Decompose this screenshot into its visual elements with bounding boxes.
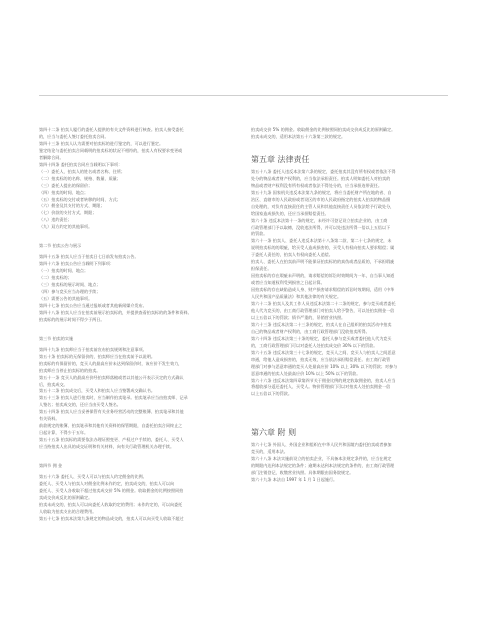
article-line: 卖成交价成反比的原则确定。 [39, 494, 93, 500]
article-line: 拍卖未成交的，拍卖人可以向委托人收取约定的费用；未作约定的，可以向委托 [39, 501, 183, 507]
article-line: （七）价款的支付方式、期限； [39, 210, 97, 216]
section-heading: 第二节 拍卖公告与展示 [39, 243, 82, 249]
article-line: （一）委托人、拍卖人的姓名或者名称、住所； [39, 168, 125, 174]
article-line: 以上五倍以下的罚款。 [251, 391, 292, 397]
article-line: 委托人、买受人与拍卖人对佣金比例未作约定，拍卖成交的，拍卖人可以向 [39, 480, 175, 486]
article-line: 人收取为拍卖支出的合理费用。 [39, 508, 97, 514]
article-line: 说明拍卖标的的瑕疵，给买受人造成损害的，买受人有权向拍卖人要求赔偿；属 [251, 245, 395, 251]
article-line: 委托人、买受人各收取不超过拍卖成交价 5% 的佣金。收取佣金的比例按照同拍 [39, 487, 184, 493]
article-line: 竞买的，适用本法。 [251, 449, 288, 455]
article-line: 第四十九条 拍卖师应当于拍卖前宣布拍卖规则和注意事项。 [39, 346, 147, 352]
article-line: 第五十八条 委托人违反本法第六条的规定，委托拍卖其没有所有权或者依法不得 [251, 168, 396, 174]
spacer [251, 398, 448, 428]
spacer [251, 141, 448, 155]
article-line: 第四十八条 拍卖人应当在拍卖前展示拍卖标的，并提供查看拍卖标的的条件和资料。 [39, 309, 192, 315]
article-line: 给国家造成损失的，还应当承担赔偿责任。 [251, 210, 329, 216]
article-line: 前款规定的账簿、拍卖笔录和其他有关资料的保管期限，自委托拍卖合同终止之 [39, 423, 183, 429]
article-line: 第五十一条 竞买人的最高应价经拍卖师落槌或者以其他公开表示买定的方式确认 [39, 374, 184, 380]
article-line: 第六十一条 拍卖人、委托人违反本法第十八条第二款、第二十七条的规定，未 [251, 238, 392, 244]
article-line: 于委托人责任的，拍卖人有权向委托人追偿。 [251, 252, 333, 258]
article-line: 将超收部分返还委托人、买受人。物价管理部门可以对拍卖人处拍卖佣金一倍 [251, 384, 391, 390]
article-line: 第五十五条 拍卖标的需要依法办理证照变更、产权过户手续的，委托人、买受人 [39, 437, 184, 443]
article-line: 串通，给他人造成损害的，拍卖无效，应当依法承担赔偿责任。由工商行政管 [251, 356, 391, 362]
spacer [39, 231, 232, 243]
article-line: 自己的物品或者财产权利的，由工商行政管理部门没收拍卖所得。 [251, 328, 370, 334]
article-line: （九）双方约定的其他事项。 [39, 224, 93, 230]
article-line: 第六十七条 外国人、外国企业和组织在中华人民共和国境内委托拍卖或者参加 [251, 442, 392, 448]
article-line: 理部门对参与恶意串通的竞买人处最高应价 10% 以上 30% 以下的罚款；对参与 [251, 363, 398, 369]
article-line: 拍卖未成交的，适用本法第五十六条第三款的规定。 [251, 133, 346, 139]
article-line: 物品或者财产权利没有所有权或者依法不得处分的，应当承担连带责任。 [251, 182, 382, 188]
chapter-heading: 第五章 法律责任 [251, 154, 310, 164]
right-column [251, 127, 448, 484]
chapter-heading: 第六章 附 则 [251, 428, 297, 438]
article-line: 处分的物品或者财产权利的，应当依法承担责任。拍卖人明知委托人对拍卖的 [251, 175, 391, 181]
article-line: 有关资料。 [39, 416, 60, 422]
article-line: 因拍卖标的存在瑕疵未声明的，请求赔偿的诉讼时效期间为一年，自当事人知道 [251, 273, 395, 279]
article-line: 第六十四条 违反本法第三十条的规定，委托人参与竞买或者委托他人代为竞买 [251, 335, 392, 341]
section-heading: 第四节 佣 金 [39, 463, 63, 469]
article-line: 或者应当知道权利受到损害之日起计算。 [251, 280, 325, 286]
article-line: 自处理的，对负有直接责任的主管人员和其他直接责任人员依法给予行政处分， [251, 203, 395, 209]
article-line: （六）佣金及其支付的方式、期限； [39, 203, 105, 209]
article-line: 后，拍卖成交。 [39, 381, 68, 387]
article-line: 拍卖师应当停止拍卖标的的拍卖。 [39, 367, 101, 373]
article-line: 应当持拍卖人出具的成交证明和有关材料，向有关行政管理机关办理手续。 [39, 444, 175, 450]
article-line: 的期限内达到本法规定的条件；逾期未达到本法规定的条件的，由工商行政管理 [251, 463, 395, 469]
article-line: （五）需要公告的其他事项。 [39, 295, 93, 301]
article-line: 日起计算，不得少于五年。 [39, 430, 89, 436]
article-line: （五）拍卖标的交付或者转移的时间、方式； [39, 196, 121, 202]
article-line: 治区、直辖市的人民政府或者设区的市的人民政府指定的拍卖人拍卖的物品擅 [251, 196, 391, 202]
article-line: 第四十二条 拍卖人履行的委托人提供的有关文件资料进行核查。拍卖人接受委托 [39, 127, 184, 132]
article-line: 以上五倍以下的罚款；情节严重的，吊销营业执照。 [251, 314, 346, 320]
top-divider [39, 95, 448, 96]
article-line: 第五十六条 委托人、买受人可以与拍卖人约定佣金的比例。 [39, 473, 147, 479]
article-line: 他人代为竞买的，由工商行政管理部门对拍卖人给予警告，可以处拍卖佣金一倍 [251, 307, 395, 313]
article-line: 鉴定结论与委托拍卖合同载明的拍卖标的状况不相符的，拍卖人有权要求变更或 [39, 147, 183, 153]
article-line: 的，工商行政管理部门可以对委托人处拍卖成交价 30% 以下的罚款。 [251, 342, 378, 348]
article-line: （二）拍卖标的的名称、规格、数量、质量； [39, 175, 121, 181]
left-column [39, 127, 232, 523]
article-line: （四）参与竞买应当办理的手续； [39, 289, 101, 295]
article-line: 第四十七条 拍卖公告应当通过报纸或者其他新闻媒介发布。 [39, 302, 147, 308]
article-line: （四）拍卖的时间、地点； [39, 189, 89, 195]
article-line: 第四十五条 拍卖人应当于拍卖日七日前发布拍卖公告。 [39, 254, 139, 260]
article-line: （二）拍卖标的； [39, 275, 72, 281]
article-line: （一）拍卖的时间、地点； [39, 268, 89, 274]
section-heading: 第三节 拍卖的实施 [39, 335, 74, 341]
article-line: 第五十七条 拍卖本法第九条规定的物品成交的，拍卖人可以向买受人收取不超过 [39, 515, 184, 521]
article-line: 第六十六条 违反本法第四章第四节关于佣金比例的规定收取佣金的，拍卖人应当 [251, 377, 396, 383]
article-line: 第五十三条 拍卖人进行拍卖时，应当制作拍卖笔录。拍卖笔录应当由拍卖师、记录 [39, 395, 188, 401]
article-line: 人签名；拍卖成交的，还应当由买受人签名。 [39, 402, 121, 408]
article-line: 人民共和国产品质量法》和其他法律的有关规定。 [251, 294, 342, 300]
article-line: 的罚款。 [251, 231, 268, 237]
article-line: 拍卖人、委托人在拍卖前声明不能保证拍卖标的的真伪或者品质的，不承担瑕疵 [251, 259, 395, 265]
article-line: 恶意串通的拍卖人处最高应价 10% 以上 50% 以下的罚款。 [251, 370, 361, 376]
article-line: 第四十三条 拍卖人认为需要对拍卖标的进行鉴定的，可以进行鉴定。 [39, 140, 164, 146]
article-line: 第五十二条 拍卖成交后，买受人和拍卖人应当签署成交确认书。 [39, 388, 155, 394]
article-line: 第六十八条 本法实施前设立的拍卖企业，不具备本法规定条件的，应当在规定 [251, 456, 392, 462]
article-line: 拍卖成交价 5% 的佣金。收取佣金的比例按照同拍卖成交价成反比的原则确定。 [251, 127, 396, 132]
article-line: 拍卖标的有保留价的，竞买人的最高应价未达到保留价时，该应价不发生效力， [39, 360, 183, 366]
article-line: 第六十条 违反本法第十一条的规定，未经许可登记设立拍卖企业的，由工商 [251, 217, 388, 223]
spacer [39, 451, 232, 463]
article-line: （八）违约责任； [39, 217, 72, 223]
article-line: 部门注销登记，收缴营业执照。具体期限由国务院规定。 [251, 470, 354, 476]
article-line: 的，应当与委托人签订委托拍卖合同。 [39, 133, 109, 139]
article-line: 第六十三条 违反本法第二十三条的规定，拍卖人在自己组织的拍卖活动中拍卖 [251, 321, 392, 327]
article-line: 者解除合同。 [39, 154, 64, 160]
article-line: 第四十六条 拍卖公告应当载明下列事项： [39, 261, 114, 267]
article-line: 拍卖标的的展示时间不得少于两日。 [39, 316, 105, 322]
article-line: 第六十二条 拍卖人及其工作人员违反本法第二十二条的规定，参与竞买或者委托 [251, 301, 396, 307]
article-line: 第五十四条 拍卖人应当妥善保管有关业务经营活动的完整账簿、拍卖笔录和其他 [39, 409, 184, 415]
article-line: （三）拍卖标的展示时间、地点； [39, 282, 101, 288]
article-line: 第五十九条 国家机关违反本法第九条的规定，将应当委托财产所在地的省、自 [251, 189, 392, 195]
article-line: 第六十九条 本法自 1997 年 1 月 1 日起施行。 [251, 477, 338, 483]
article-line: （三）委托人提出的保留价； [39, 182, 93, 188]
article-line: 第五十条 拍卖标的无保留价的，拍卖师应当在拍卖前予以说明。 [39, 353, 155, 359]
article-line: 因拍卖标的存在缺陷造成人身、财产损害请求赔偿的诉讼时效期间，适用《中华 [251, 287, 395, 293]
article-line: 第六十五条 违反本法第三十七条的规定，竞买人之间、竞买人与拍卖人之间恶意 [251, 349, 396, 355]
article-line: 担保责任。 [251, 266, 272, 272]
article-line: 第四十四条 委托拍卖合同应当载明以下事项： [39, 161, 123, 167]
spacer [39, 324, 232, 336]
article-line: 行政管理部门予以取缔，没收违法所得，并可以处违法所得一倍以上五倍以下 [251, 224, 391, 230]
